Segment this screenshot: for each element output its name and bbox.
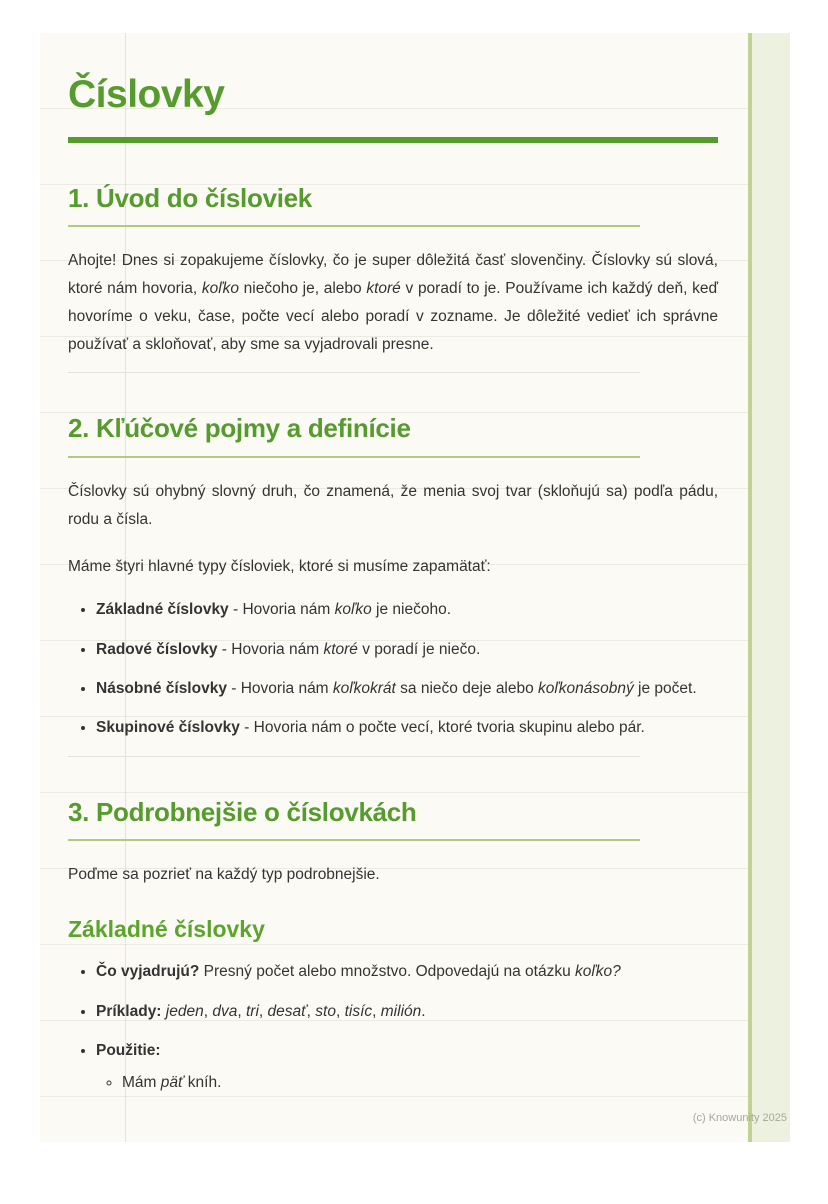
section-divider-2: [68, 756, 640, 757]
section-heading-2: 2. Kľúčové pojmy a definície: [68, 413, 411, 444]
types-lead-paragraph: Máme štyri hlavné typy čísloviek, ktoré si musíme zapamätať:: [68, 558, 491, 576]
subsection-heading: Základné číslovky: [68, 915, 265, 942]
section-podrobnejsie: [68, 797, 718, 1096]
title-rule: [68, 137, 718, 143]
list-item-text: Základné číslovky - Hovoria nám koľko je niečoho.: [96, 601, 452, 619]
detail-lead-paragraph: Poďme sa pozrieť na každý typ podrobnejšie.: [68, 865, 380, 883]
section-uvod: [68, 183, 718, 359]
list-item-text: Použitie:: [96, 1042, 161, 1060]
page-title: Číslovky: [68, 73, 225, 116]
list-item-text: Násobné číslovky - Hovoria nám koľkokrát sa niečo deje alebo koľkonásobný je počet.: [96, 679, 697, 697]
numeral-types-list: [68, 597, 718, 741]
zakladne-cislovky-list: [68, 959, 718, 1095]
watermark: (c) Knowunity 2025: [692, 1111, 787, 1124]
intro-paragraph: Ahojte! Dnes si zopakujeme číslovky, čo je super dôležitá časť slovenčiny. Číslovky sú slová, ktoré nám hovoria, koľko niečoho je, alebo ktoré v poradí to je. Používame ich každý deň, keď hovoríme o veku, čase, počte vecí alebo poradí v zozname. Je dôležité vedieť ich správne používať a skloňovať, aby sme sa vyjadrovali presne.: [68, 251, 718, 353]
list-item: [96, 676, 718, 702]
section-heading-1: 1. Úvod do čísloviek: [68, 182, 312, 213]
list-item-text: Radové číslovky - Hovoria nám ktoré v poradí je niečo.: [96, 640, 481, 658]
list-item: [96, 959, 718, 985]
section-divider-1: [68, 372, 640, 373]
usage-sub-list: [96, 1070, 718, 1096]
list-item: [96, 1038, 718, 1096]
list-item: [96, 637, 718, 663]
section-underline-2: [68, 456, 640, 458]
list-item-text: Skupinové číslovky - Hovoria nám o počte vecí, ktoré tvoria skupinu alebo pár.: [96, 719, 645, 737]
sub-list-item: [122, 1070, 718, 1096]
section-pojmy: [68, 413, 718, 741]
list-item-text: Čo vyjadrujú? Presný počet alebo množstvo. Odpovedajú na otázku koľko?: [96, 963, 621, 981]
document-card: [40, 33, 790, 1142]
section-underline-1: [68, 225, 640, 227]
definition-paragraph: Číslovky sú ohybný slovný druh, čo znamená, že menia svoj tvar (skloňujú sa) podľa pádu, rodu a čísla.: [68, 482, 718, 528]
list-item: [96, 597, 718, 623]
list-item: [96, 999, 718, 1025]
list-item: [96, 715, 718, 741]
sub-list-item-text: Mám päť kníh.: [122, 1073, 222, 1091]
section-underline-3: [68, 839, 640, 841]
section-heading-3: 3. Podrobnejšie o číslovkách: [68, 796, 417, 827]
document-content: [40, 33, 790, 1142]
list-item-text: Príklady: jeden, dva, tri, desať, sto, tisíc, milión.: [96, 1002, 426, 1020]
